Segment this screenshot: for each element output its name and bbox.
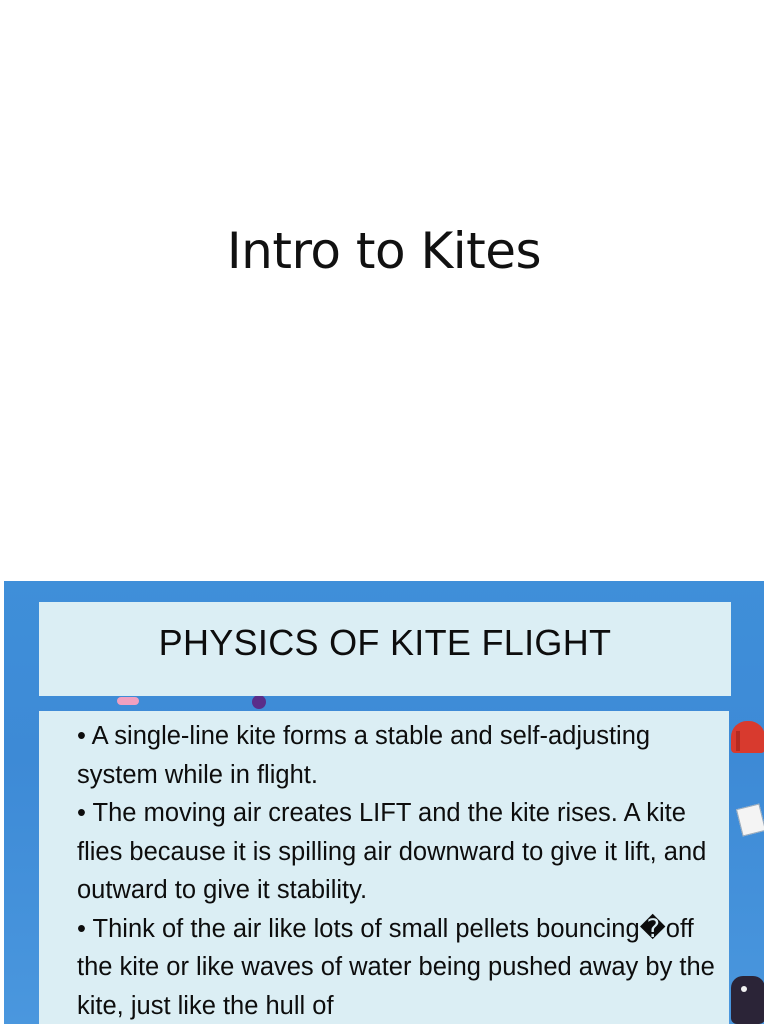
kite-image-small	[736, 804, 764, 837]
kite-image-dark-eye	[741, 986, 747, 992]
bullet-item: • A single-line kite forms a stable and self-adjusting system while in flight.	[77, 722, 651, 789]
slide-2	[4, 581, 764, 1024]
kite-image-red-stripe	[736, 731, 740, 751]
slide-2-title: PHYSICS OF KITE FLIGHT	[158, 622, 612, 663]
kite-image-pink	[117, 697, 139, 705]
slide-1-title: Intro to Kites	[226, 222, 542, 280]
slide-2-body-box	[39, 711, 729, 1024]
bullet-item: • The moving air creates LIFT and the kite rises. A kite flies because it is spilling air downward to give it lift, and outward to give it stability.	[77, 799, 707, 904]
slide-2-body	[77, 717, 727, 1024]
slide-2-title-box	[39, 602, 731, 696]
bullet-item: • Think of the air like lots of small pellets bouncing�off the kite or like waves of water being pushed away by the kite, just like the hull of	[77, 914, 715, 1020]
kite-image-purple	[252, 695, 266, 709]
kite-image-dark	[731, 976, 764, 1024]
